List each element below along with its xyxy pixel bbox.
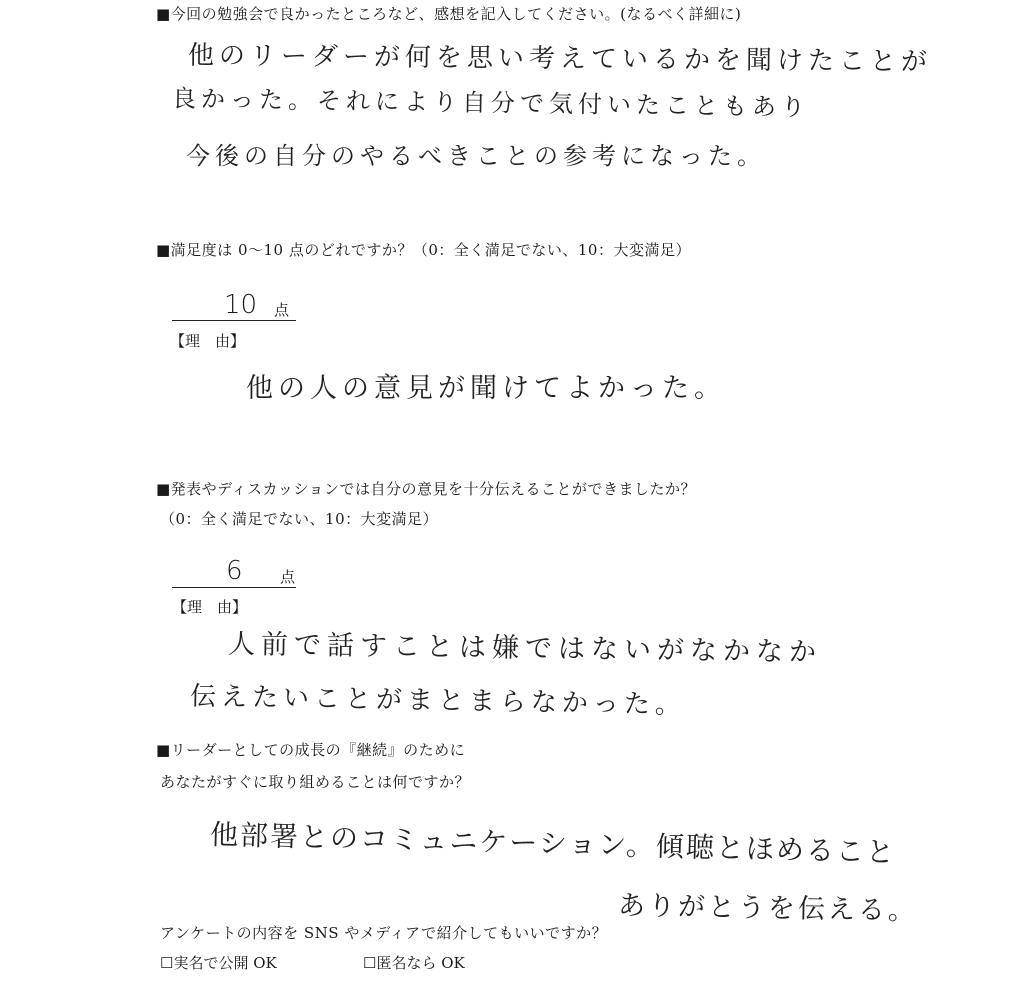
checkbox-real-name-ok[interactable]: ☐実名で公開 OK: [160, 954, 277, 972]
answer-1-line-1: 他のリーダーが何を思い考えているかを聞けたことが: [187, 40, 933, 78]
reason-3-label: 【理 由】: [172, 598, 248, 616]
score-3-underline: [172, 587, 296, 588]
question-5-label: アンケートの内容を SNS やメディアで紹介してもいいですか？: [160, 924, 608, 942]
score-2-unit: 点: [274, 301, 290, 319]
reason-2-label: 【理 由】: [170, 332, 246, 350]
question-3-sublabel: （0：全く満足でない、10：大変満足）: [160, 510, 439, 528]
question-3-label: ■発表やディスカッションでは自分の意見を十分伝えることができましたか？: [156, 480, 697, 498]
checkbox-anonymous-ok[interactable]: ☐匿名なら OK: [363, 954, 465, 972]
score-2-value: 10: [224, 290, 258, 320]
question-2-label: ■満足度は 0〜10 点のどれですか？（0：全く満足でない、10：大変満足）: [156, 241, 691, 259]
score-2-underline: [172, 320, 296, 321]
question-4-label-line-1: ■リーダーとしての成長の『継続』のために: [156, 741, 466, 759]
reason-3-answer-line-1: 人前で話すことは嫌ではないがなかなか: [227, 628, 823, 669]
answer-1-line-2: 良かった。それにより自分で気付いたこともあり: [171, 84, 811, 122]
answer-4-line-2: ありがとうを伝える。: [617, 890, 919, 927]
answer-1-line-3: 今後の自分のやるべきことの参考になった。: [186, 142, 766, 170]
score-3-value: 6: [226, 556, 243, 586]
question-4-label-line-2: あなたがすぐに取り組めることは何ですか？: [160, 773, 471, 791]
score-field-2: [172, 288, 296, 322]
answer-4-line-1: 他部署とのコミュニケーション。傾聴とほめること: [209, 818, 897, 869]
question-1-label: ■今回の勉強会で良かったところなど、感想を記入してください。(なるべく詳細に): [156, 5, 742, 23]
reason-2-answer: 他の人の意見が聞けてよかった。: [246, 373, 726, 404]
score-field-3: [172, 556, 296, 590]
score-3-unit: 点: [280, 568, 296, 586]
reason-3-answer-line-2: 伝えたいことがまとまらなかった。: [189, 681, 687, 721]
